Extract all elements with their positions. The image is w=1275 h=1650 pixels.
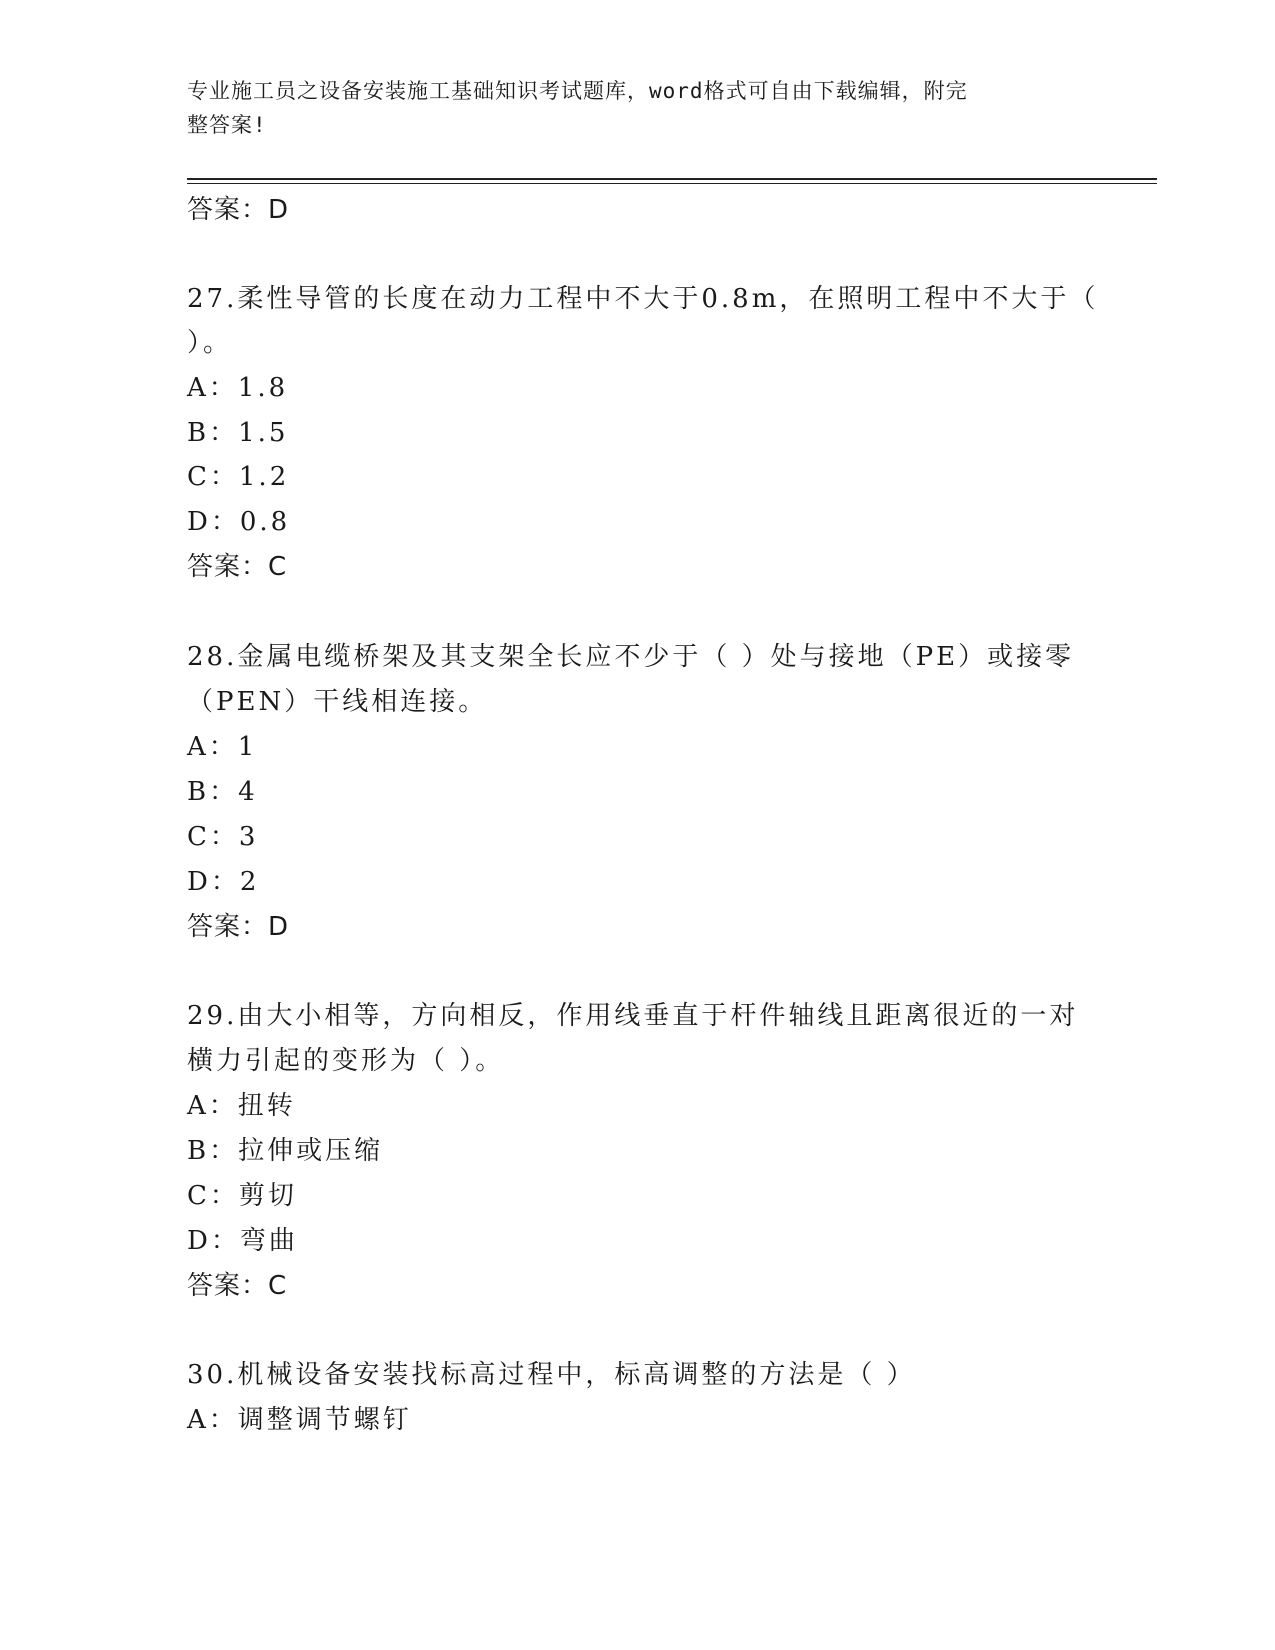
document-header [187,74,1077,142]
question-29-stem-line-2: 横力引起的变形为（ ）。 [187,1046,505,1076]
question-29-stem-line-1: 29.由大小相等，方向相反，作用线垂直于杆件轴线且距离很近的一对 [187,1001,1079,1031]
question-28-stem-line-2: （PEN）干线相连接。 [187,687,488,717]
question-28-option-a: A：1 [187,732,258,762]
question-27-option-d: D：0.8 [187,507,291,537]
header-divider-thick [187,178,1157,180]
header-line-1: 专业施工员之设备安装施工基础知识考试题库，word格式可自由下载编辑，附完 [187,79,968,103]
header-divider-thin [187,183,1157,184]
question-29-option-d: D：弯曲 [187,1226,298,1256]
question-27-stem-line-2: ）。 [187,328,233,358]
question-29-option-b: B：拉伸或压缩 [187,1136,384,1166]
answer-text: 答案：D [187,195,290,225]
question-28-option-b: B：4 [187,777,258,807]
question-27-option-a: A：1.8 [187,373,289,403]
header-line-2: 整答案! [187,113,267,137]
question-27-option-b: B：1.5 [187,418,289,448]
question-28-option-c: C：3 [187,822,259,852]
question-29-answer: 答案：C [187,1271,288,1301]
question-27-option-c: C：1.2 [187,462,290,492]
question-28-stem-line-1: 28.金属电缆桥架及其支架全长应不少于（ ）处与接地（PE）或接零 [187,642,1075,672]
question-29-option-c: C：剪切 [187,1181,297,1211]
question-28-option-d: D：2 [187,867,260,897]
question-30-option-a: A：调整调节螺钉 [187,1405,412,1435]
question-27-answer: 答案：C [187,552,288,582]
question-29-option-a: A：扭转 [187,1091,296,1121]
question-28-answer: 答案：D [187,912,290,942]
question-27-stem-line-1: 27.柔性导管的长度在动力工程中不大于0.8m，在照明工程中不大于（ [187,284,1099,314]
question-30-stem-line-1: 30.机械设备安装找标高过程中，标高调整的方法是（ ） [187,1360,916,1390]
